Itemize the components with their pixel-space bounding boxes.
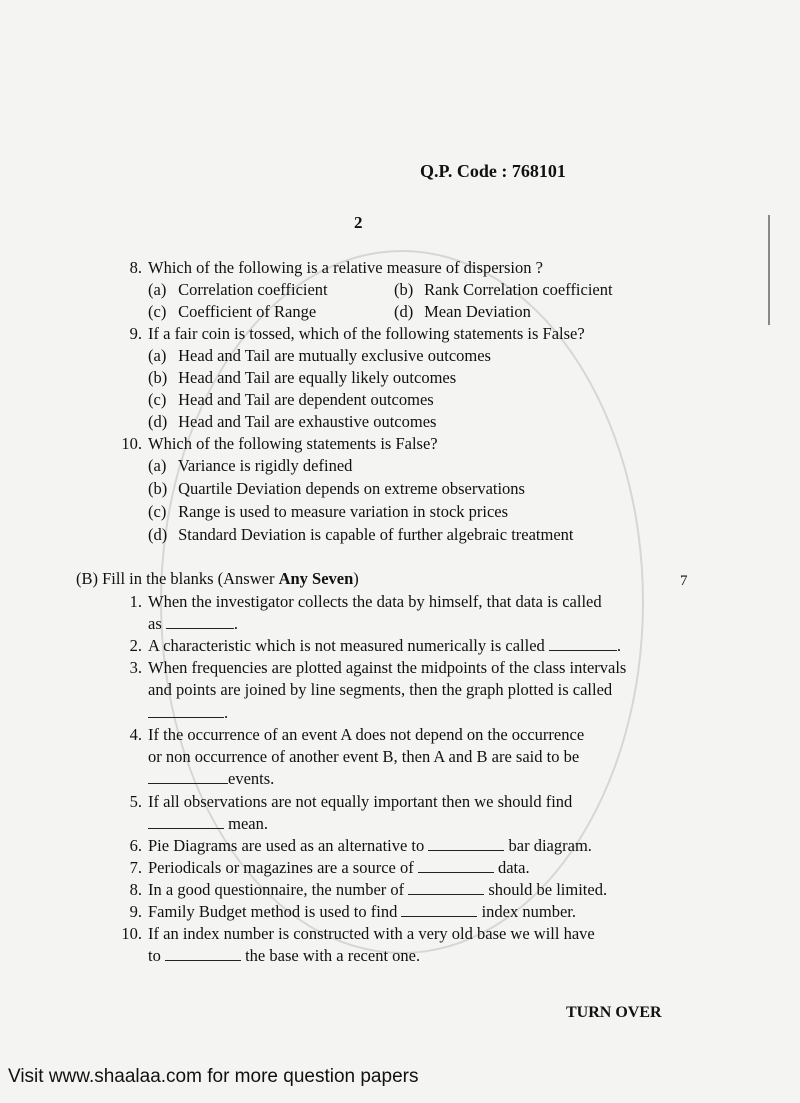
- fill-item-4-cont: or non occurrence of another event B, then A and B are said to be: [148, 747, 580, 766]
- answer-blank[interactable]: [148, 703, 224, 718]
- q10-option-b: (b) Quartile Deviation depends on extreme observations: [148, 479, 525, 498]
- question-10: 10. Which of the following statements is False?: [121, 434, 438, 453]
- q8-option-d: (d) Mean Deviation: [394, 302, 531, 321]
- q8-option-c: (c) Coefficient of Range: [148, 302, 317, 321]
- fill-item-6: 6. Pie Diagrams are used as an alternative to bar diagram.: [129, 836, 592, 855]
- answer-blank[interactable]: [418, 858, 494, 873]
- page-number: 2: [354, 213, 363, 232]
- fill-item-2: 2. A characteristic which is not measured numerically is called .: [129, 636, 622, 655]
- q8-option-b: (b) Rank Correlation coefficient: [394, 280, 613, 299]
- q8-option-a: (a) Correlation coefficient: [148, 280, 328, 299]
- q10-option-d: (d) Standard Deviation is capable of further algebraic treatment: [148, 525, 574, 544]
- fill-item-8: 8. In a good questionnaire, the number of should be limited.: [129, 880, 608, 899]
- fill-item-3-blank: .: [148, 702, 228, 724]
- answer-blank[interactable]: [148, 814, 224, 829]
- fill-item-5-cont: mean.: [148, 813, 268, 835]
- fill-item-3: 3. When frequencies are plotted against the midpoints of the class intervals: [129, 658, 627, 677]
- section-b-marks: 7: [680, 573, 688, 589]
- q10-option-c: (c) Range is used to measure variation in stock prices: [148, 502, 509, 521]
- fill-item-3-cont: and points are joined by line segments, then the graph plotted is called: [148, 680, 613, 699]
- fill-item-7: 7. Periodicals or magazines are a source of data.: [129, 858, 530, 877]
- section-b-heading: (B) Fill in the blanks (Answer Any Seven): [76, 569, 359, 588]
- answer-blank[interactable]: [148, 769, 228, 784]
- question-9: 9. If a fair coin is tossed, which of the following statements is False?: [129, 324, 585, 343]
- fill-item-4-blank: events.: [148, 768, 274, 790]
- scan-edge-line: [768, 215, 770, 325]
- answer-blank[interactable]: [165, 946, 241, 961]
- fill-item-5: 5. If all observations are not equally important then we should find: [129, 792, 573, 811]
- fill-item-9: 9. Family Budget method is used to find index number.: [129, 902, 576, 921]
- q9-option-c: (c) Head and Tail are dependent outcomes: [148, 390, 434, 409]
- turn-over-label: TURN OVER: [566, 1004, 662, 1021]
- q9-option-a: (a) Head and Tail are mutually exclusive outcomes: [148, 346, 491, 365]
- answer-blank[interactable]: [166, 614, 234, 629]
- footer-text: Visit www.shaalaa.com for more question papers: [8, 1066, 419, 1087]
- fill-item-1-cont: as .: [148, 614, 238, 633]
- answer-blank[interactable]: [428, 836, 504, 851]
- q9-option-d: (d) Head and Tail are exhaustive outcomes: [148, 412, 437, 431]
- q10-option-a: (a) Variance is rigidly defined: [148, 456, 353, 475]
- fill-item-10-cont: to the base with a recent one.: [148, 946, 421, 965]
- fill-item-10: 10. If an index number is constructed with a very old base we will have: [121, 924, 595, 943]
- answer-blank[interactable]: [549, 636, 617, 651]
- qp-code: Q.P. Code : 768101: [420, 161, 566, 181]
- question-8: 8. Which of the following is a relative measure of dispersion ?: [129, 258, 543, 277]
- q9-option-b: (b) Head and Tail are equally likely outcomes: [148, 368, 457, 387]
- fill-item-4: 4. If the occurrence of an event A does not depend on the occurrence: [129, 725, 585, 744]
- fill-item-1: 1. When the investigator collects the data by himself, that data is called: [129, 592, 602, 611]
- answer-blank[interactable]: [408, 880, 484, 895]
- answer-blank[interactable]: [401, 902, 477, 917]
